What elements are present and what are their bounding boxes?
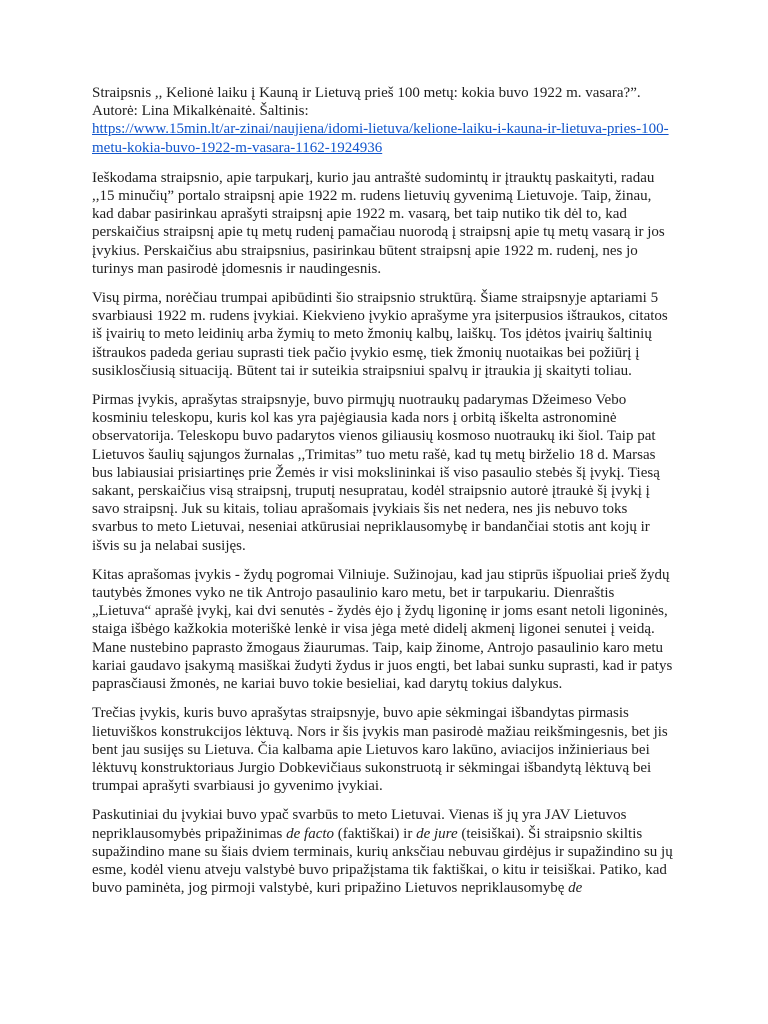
term-de-facto: de facto <box>286 825 335 842</box>
paragraph-6-part-a: Paskutiniai du įvykiai buvo ypač svarbūs to meto Lietuvai. Vienas iš jų yra JAV Lietuvos nepriklausomybės pripažinimas <box>92 807 627 842</box>
article-header <box>92 84 674 157</box>
paragraph-5: Trečias įvykis, kuris buvo aprašytas straipsnyje, buvo apie sėkmingai išbandytas pirmasis lietuviškos konstrukcijos lėktuvą. Nors ir šis įvykis man pasirodė mažiau reikšmingesnis, bet jis bent jau susijęs su Lietuva. Čia kalbama apie Lietuvos karo lakūno, aviacijos inžinieriaus bei lėktuvų konstruktoriaus Jurgio Dobkevičiaus sukonstruotą ir sėkmingai išbandytą lėktuvą bei trumpai aprašyti svarbiausi jo gyvenimo įvykiai. <box>92 705 668 795</box>
paragraph-6-part-c: (teisiškai). Ši straipsnio skiltis supažindino mane su šiais dviem terminais, kurių anksčiau nebuvau girdėjus ir supažindino su jų esme, kodėl vienu atveju valstybė buvo pripažįstama tik faktiškai, o kitu ir teisiškai. Patiko, kad buvo paminėta, jog pirmoji valstybė, kuri pripažino Lietuvos nepriklausomybę <box>92 825 673 897</box>
term-de-trailing: de <box>568 880 583 897</box>
paragraph-6-part-b: (faktiškai) ir <box>334 825 417 842</box>
author-line: Autorė: Lina Mikalkėnaitė. Šaltinis: <box>92 103 309 120</box>
paragraph-6 <box>92 806 674 897</box>
paragraph-4: Kitas aprašomas įvykis - žydų pogromai Vilniuje. Sužinojau, kad jau stiprūs išpuoliai prieš žydų tautybės žmones vyko ne tik Antrojo pasaulinio karo metu, bet ir tarpukariu. Dienraštis „Lietuva“ aprašė įvykį, kai dvi senutės - žydės ėjo į žydų ligoninę ir joms esant netoli ligoninės, staiga išbėgo kažkokia moteriškė lenkė ir visa jėga metė didelį akmenį ligonei senutei į veidą. Mane nustebino paprasto žmogaus žiaurumas. Taip, kaip žinome, Antrojo pasaulinio karo metu kariai gaudavo įsakymą masiškai žudyti žydus ir juos engti, bet labai sunku suprasti, kad ir patys paprasčiausi žmonės, ne kariai buvo tokie besieliai, kad darytų tokius dalykus. <box>92 566 673 693</box>
paragraph-1: Ieškodama straipsnio, apie tarpukarį, kurio jau antraštė sudomintų ir įtrauktų paskaityti, radau ,,15 minučių” portalo straipsnį apie 1922 m. rudens lietuvių gyvenimą Lietuvoje. Taip, žinau, kad dabar pasirinkau aprašyti straipsnį apie 1922 m. vasarą, bet taip nutiko tik dėl to, kad perskaičius straipsnį apie tų metų rudenį pamačiau nuorodą į straipsnį apie tų metų vasarą ir jos įvykius. Perskaičius abu straipsnius, pasirinkau būtent straipsnį apie 1922 m. rudenį, nes jo turinys man pasirodė įdomesnis ir naudingesnis. <box>92 169 665 277</box>
term-de-jure: de jure <box>416 825 458 842</box>
source-link[interactable]: https://www.15min.lt/ar-zinai/naujiena/idomi-lietuva/kelione-laiku-i-kauna-ir-lietuva-pries-100-metu-kokia-buvo-1922-m-vasara-1162-1924936 <box>92 121 669 156</box>
article-title: Straipsnis ,, Kelionė laiku į Kauną ir Lietuvą prieš 100 metų: kokia buvo 1922 m. vasara?”. <box>92 85 641 101</box>
paragraph-2: Visų pirma, norėčiau trumpai apibūdinti šio straipsnio struktūrą. Šiame straipsnyje aptariami 5 svarbiausi 1922 m. rudens įvykiai. Kiekvieno įvykio aprašyme yra įsiterpusios ištraukos, citatos iš įvairių to meto leidinių arba žymių to meto žmonių kalbų, laiškų. Tos įdėtos įvairių šaltinių ištraukos padeda geriau suprasti tiek pačio įvykio esmę, tiek žmonių nuotaikas bei požiūrį į susiklosčiusią situaciją. Būtent tai ir suteikia straipsniui spalvų ir įtraukia jį skaityti toliau. <box>92 290 668 379</box>
paragraph-3: Pirmas įvykis, aprašytas straipsnyje, buvo pirmųjų nuotraukų padarymas Džeimeso Vebo kosminiu teleskopu, kuris kol kas yra pajėgiausia kada nors į orbitą iškelta astronominė observatorija. Teleskopu buvo padarytos vienos giliausių kosmoso nuotraukų iki šiol. Taip pat Lietuvos šaulių sąjungos žurnalas ,,Trimitas” tuo metu rašė, kad tų metų birželio 18 d. Marsas bus labiausiai prisiartinęs prie Žemės ir visi mokslininkai iš viso pasaulio stebės šį įvykį. Tiesą sakant, perskaičius visą straipsnį, truputį nesupratau, kodėl straipsnio autorė įtraukė šį įvykį į savo straipsnį. Juk su kitais, toliau aprašomais įvykiais šis net nedera, nes jis nebuvo toks svarbus to meto Lietuvai, neseniai atkūrusiai nepriklausomybę ir bandančiai stotis ant kojų ir išvis su ja nelabai susijęs. <box>92 392 660 554</box>
